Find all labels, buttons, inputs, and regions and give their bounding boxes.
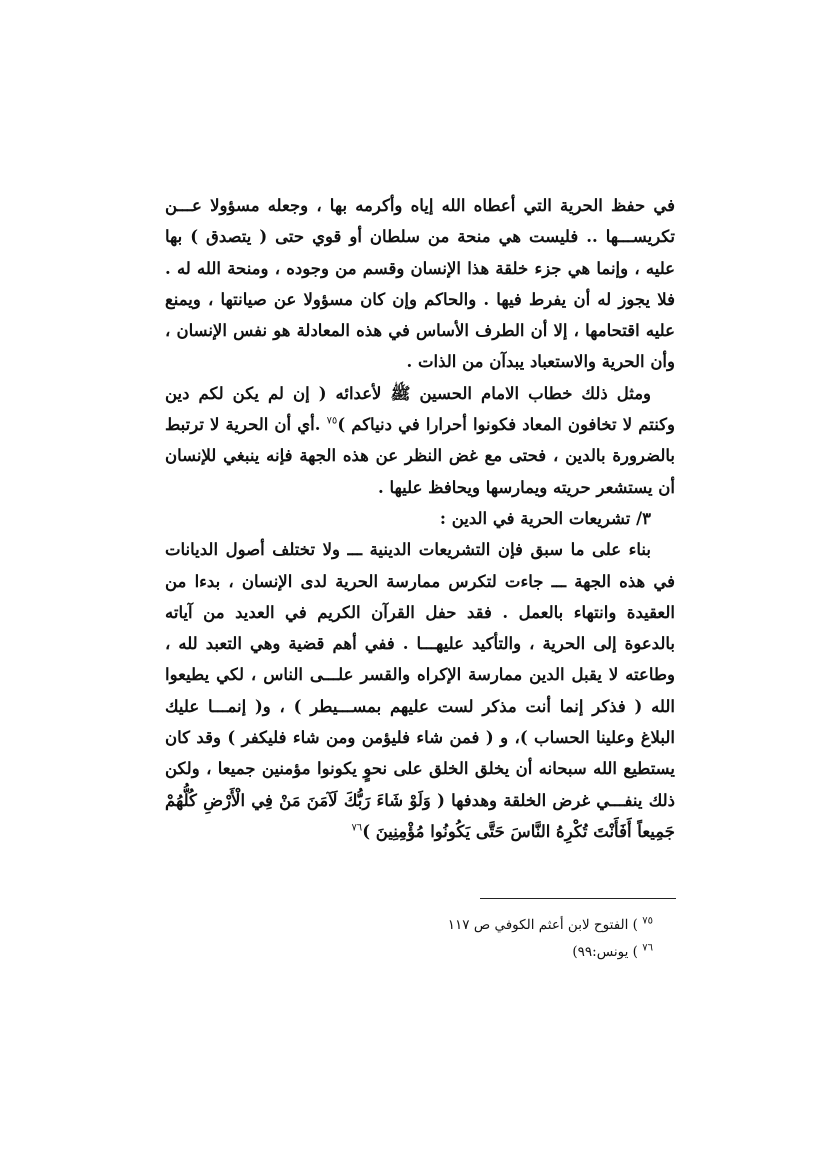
footnote-number: ٧٦ <box>642 942 653 954</box>
paragraph-3 <box>165 534 675 847</box>
paragraph-2-intro: ومثل ذلك خطاب الامام الحسين <box>419 383 652 403</box>
paragraph-2-rest: .أي أن الحرية لا ترتبط بالضرورة بالدين ، فحتى مع غض النظر عن هذه الجهة فإنه ينبغي للإنسان أن يستشعر حريته ويمارسها ويحافظ عليها . <box>165 415 675 497</box>
footnote-76 <box>330 939 675 966</box>
main-text <box>165 190 675 847</box>
paragraph-3-text: بناء على ما سبق فإن التشريعات الدينية ـــ ولا تختلف أصول الديانات في هذه الجهة ـــ جاءت لتكرس ممارسة الحرية لدى الإنسان ، بدءا من العقيدة وانتهاء بالعمل . فقد حفل القرآن الكريم في العديد من آياته بالدعوة إلى الحرية ، والتأكيد عليهـــا . ففي أهم قضية وهي التعبد لله ، وطاعته لا يقبل الدين ممارسة الإكراه والقسر علـــى الناس ، لكي يطيعوا الله ( فذكر إنما أنت مذكر لست عليهم بمســـيطر ) ، و( إنمـــا عليك البلاغ وعلينا الحساب )، و ( فمن شاء فليؤمن ومن شاء فليكفر ) وقد كان يستطيع الله سبحانه أن يخلق الخلق على نحوٍ يكونوا مؤمنين جميعا ، ولكن ذلك ينفـــي غرض الخلقة وهدفها <box>165 540 675 810</box>
footnote-ref-76[interactable]: ٧٦ <box>351 822 363 834</box>
footnotes <box>330 912 675 966</box>
honorific-symbol: ﷺ <box>390 383 411 403</box>
paragraph-1 <box>165 190 675 378</box>
footnote-divider <box>480 898 676 899</box>
paragraph-2 <box>165 378 675 503</box>
quran-verse: ( وَلَوْ شَاءَ رَبُّكَ لَآمَنَ مَنْ فِي الْأَرْضِ كُلُّهُمْ جَمِيعاً أَفَأَنْتَ تُكْرِهُ النَّاسَ حَتَّى يَكُونُوا مُؤْمِنِينَ ) <box>165 790 675 841</box>
paragraph-1-text: في حفظ الحرية التي أعطاه الله إياه وأكرمه بها ، وجعله مسؤولا عـــن تكريســـها .. فليست هي منحة من سلطان أو قوي حتى ( يتصدق ) بها عليه ، وإنما هي جزء خلقة هذا الإنسان وقسم من وجوده ، ومنحة الله له . فلا يجوز له أن يفرط فيها . والحاكم وإن كان مسؤولا عن صيانتها ، ويمنع عليه اقتحامها ، إلا أن الطرف الأساس في هذه المعادلة هو نفس الإنسان ، وأن الحرية والاستعباد يبدآن من الذات . <box>165 196 675 372</box>
footnote-ref-75[interactable]: ٧٥ <box>326 415 338 427</box>
footnote-number: ٧٥ <box>642 915 653 927</box>
section-heading: ٣/ تشريعات الحرية في الدين : <box>439 508 651 528</box>
footnote-75 <box>330 912 675 939</box>
paragraph-2-quote: لأعدائه ( إن لم يكن لكم دين وكنتم لا تخافون المعاد فكونوا أحرارا في دنياكم ) <box>165 383 675 435</box>
footnote-text: ) الفتوح لابن أعثم الكوفي ص ١١٧ <box>447 917 638 933</box>
footnote-text: ) يونس:٩٩) <box>572 944 638 960</box>
